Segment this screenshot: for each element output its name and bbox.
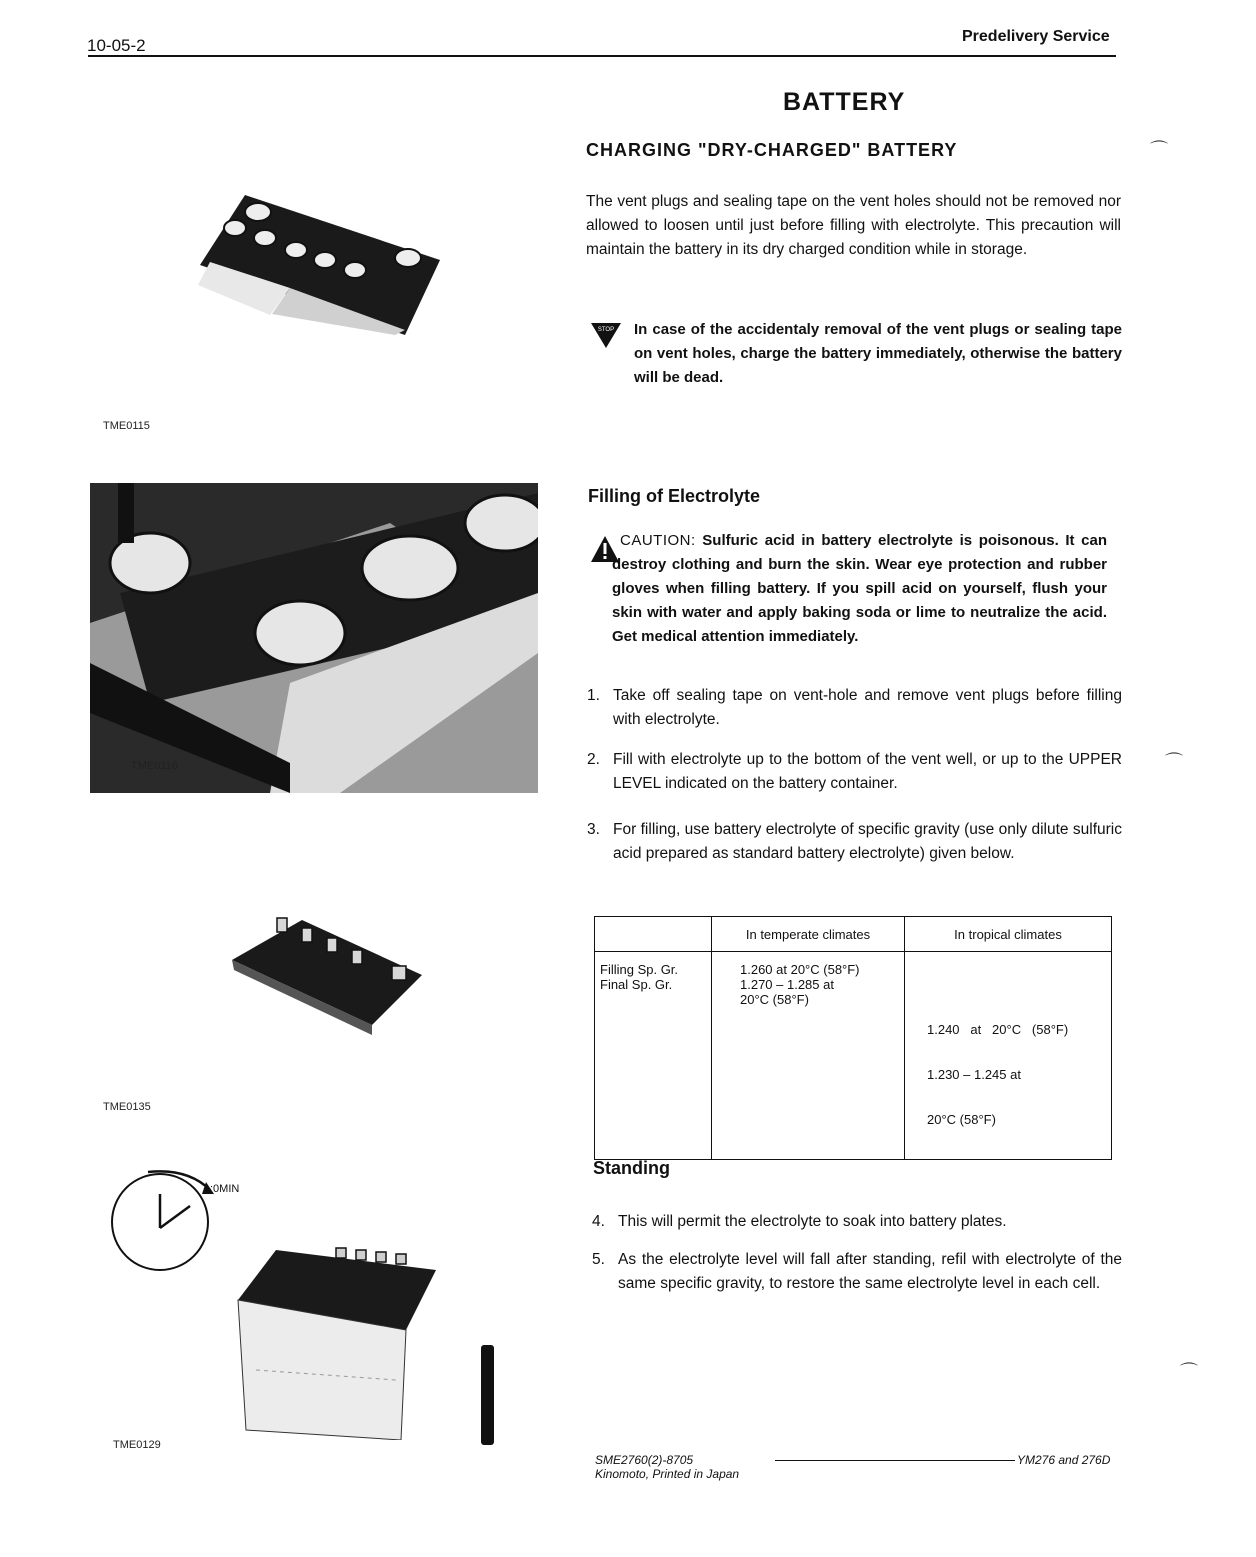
caution-block <box>612 529 1107 649</box>
tropical-filling: 1.240 at 20°C (58°F) <box>927 1022 1069 1037</box>
tropical-values-cell <box>905 952 1112 1160</box>
table-header-cell: In temperate climates <box>712 917 905 952</box>
footer-rule <box>775 1460 1015 1461</box>
section-name: Predelivery Service <box>962 28 1110 45</box>
figure-label: TME0135 <box>103 1101 151 1113</box>
temperate-values-cell <box>712 952 905 1160</box>
figure-label: TME0129 <box>113 1439 161 1451</box>
caution-text: Sulfuric acid in battery electrolyte is poisonous. It can destroy clothing and burn the skin. Wear eye protection and rubber gloves when filling battery. If you spill acid on yourself, flush your skin with water and apply baking soda or lime to neutralize the acid. Get medical attention immediately. <box>612 532 1108 645</box>
figure-label: TME0116 <box>131 760 178 772</box>
step-1 <box>587 684 1122 732</box>
step-text: Take off sealing tape on vent-hole and remove vent plugs before filling with electrolyte. <box>613 687 1122 728</box>
step-number: 4. <box>592 1213 605 1230</box>
header-rule <box>88 55 1116 57</box>
step-2 <box>587 748 1122 796</box>
footer-code <box>595 1453 739 1481</box>
row-label: Filling Sp. Gr. <box>600 962 679 977</box>
step-text: For filling, use battery electrolyte of specific gravity (use only dilute sulfuric acid prepared as standard battery electrolyte) given below. <box>613 821 1122 862</box>
warning-text: In case of the accidentaly removal of the vent plugs or sealing tape on vent holes, charge the battery immediately, otherwise the battery will be dead. <box>634 321 1122 386</box>
step-number: 5. <box>592 1251 605 1268</box>
step-number: 1. <box>587 687 600 704</box>
temperate-filling: 1.260 at 20°C (58°F) <box>740 962 860 977</box>
row-label: Final Sp. Gr. <box>600 977 673 992</box>
vent-plugs-photo <box>90 483 538 793</box>
step-text: Fill with electrolyte up to the bottom of the vent well, or up to the UPPER LEVEL indicated on the battery container. <box>613 751 1122 792</box>
footer-code-text: SME2760(2)-8705 <box>595 1453 694 1467</box>
table-row <box>595 952 1112 1160</box>
footer-model: YM276 and 276D <box>1017 1453 1111 1467</box>
step-text: As the electrolyte level will fall after standing, refil with electrolyte of the same specific gravity, to restore the same electrolyte level in each cell. <box>618 1251 1122 1292</box>
table-header-row <box>595 917 1112 952</box>
temperate-final-temp: 20°C (58°F) <box>740 992 809 1007</box>
stop-icon-text: STOP <box>597 327 615 333</box>
row-labels-cell <box>595 952 712 1160</box>
stop-warning-icon <box>590 321 622 349</box>
edge-mark: ⌒ <box>1150 140 1168 160</box>
filling-heading: Filling of Electrolyte <box>588 486 761 506</box>
edge-mark: ⌒ <box>1180 1362 1198 1382</box>
tropical-final-temp: 20°C (58°F) <box>927 1112 996 1127</box>
step-number: 2. <box>587 751 600 768</box>
step-4 <box>592 1210 1122 1234</box>
edge-mark: ⌒ <box>1165 752 1183 772</box>
charging-paragraph: The vent plugs and sealing tape on the vent holes should not be removed nor allowed to loosen until just before filling with electrolyte. This precaution will maintain the battery in its dry charged condition while in storage. <box>586 193 1121 258</box>
tropical-final: 1.230 – 1.245 at <box>927 1067 1021 1082</box>
figure-label: TME0115 <box>103 420 150 432</box>
step-number: 3. <box>587 821 600 838</box>
footer-printer-text: Kinomoto, Printed in Japan <box>595 1467 740 1481</box>
battery-top-illustration <box>190 190 455 340</box>
hydrometer-bar <box>481 1345 494 1445</box>
temperate-final: 1.270 – 1.285 at <box>740 977 834 992</box>
battery-side-illustration <box>222 910 432 1040</box>
standing-heading: Standing <box>593 1158 670 1178</box>
page-title: BATTERY <box>783 88 906 116</box>
page-number: 10-05-2 <box>87 36 146 55</box>
table-header-cell: In tropical climates <box>905 917 1112 952</box>
caution-label: CAUTION: <box>620 532 696 549</box>
step-text: This will permit the electrolyte to soak into battery plates. <box>618 1213 1007 1230</box>
battery-standing-illustration <box>236 1240 436 1440</box>
step-5 <box>592 1248 1122 1296</box>
specific-gravity-table <box>594 916 1112 1160</box>
clock-time-label: :0MIN <box>210 1183 240 1195</box>
charging-heading: CHARGING "DRY-CHARGED" BATTERY <box>586 140 958 160</box>
clock-icon <box>108 1164 218 1274</box>
table-header-cell <box>595 917 712 952</box>
step-3 <box>587 818 1122 866</box>
